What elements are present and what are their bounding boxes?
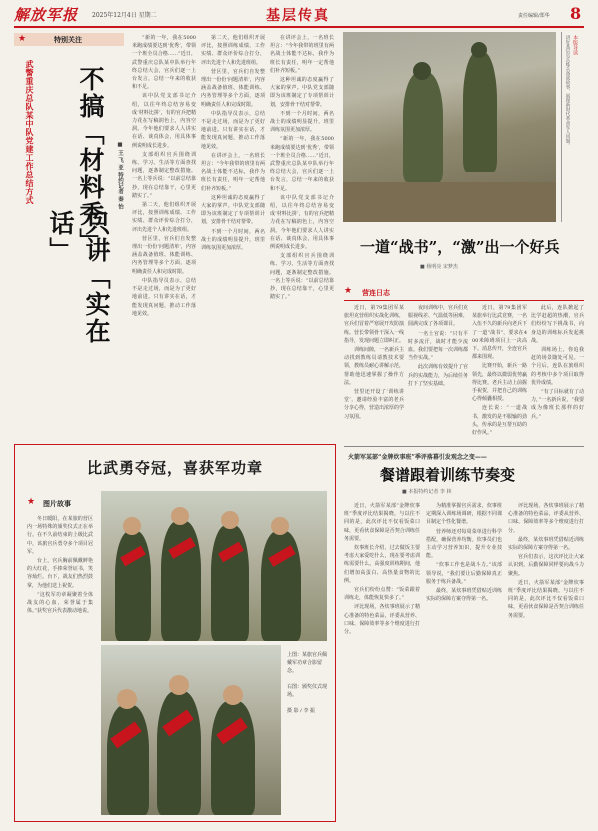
paragraph: 近日，第79集团军某旅举行比武竞赛，一名入伍不久的新兵向老兵下了一道“战书”，要求在400米障碍项目上一决高下。消息传开，全连官兵都来围观。: [472, 305, 527, 361]
paragraph: 评比现场，各炊事班展示了精心准备的特色菜品，评委从营养、口味、保障效率等多个维度进行打分。: [344, 604, 420, 636]
paragraph: 营区里，官兵们自发整理出一份份‘问题清单’，内容涵盖战备值班、体能训练、内务管理等多个方面，逐项明确责任人和完成时限。: [132, 235, 196, 275]
paragraph: 第二天，他们组织开展评比，按照训练成绩、工作实绩、群众评价综合打分，评出先进个人和先进班组。: [201, 35, 265, 66]
special-focus-column-1: [132, 34, 196, 416]
paragraph: 台上，官兵胸前佩戴鲜艳的大红花，手捧荣誉证书，笑容灿烂。台下，战友们热烈鼓掌，为他们送上祝贺。: [27, 558, 93, 589]
paragraph: “有了目标就有了动力，”一名新兵说，“我要成为像班长那样的好兵。”: [531, 389, 584, 420]
ceremony-column-2: [426, 502, 502, 822]
special-focus-headline: [38, 66, 111, 386]
banner-story-text: [27, 515, 93, 815]
paragraph: 冬日暖阳，在某旅的营区内一场特殊的颁奖仪式正在举行。在不久前结束的上级比武中，该旅官兵勇夺多个项目冠军。: [27, 516, 93, 555]
soldier-figure: [161, 521, 201, 641]
soldier-face: [117, 689, 137, 709]
paragraph: 该中队党支部书记介绍，以往年终总结容易变成‘材料比拼’，有的官兵把精力花在写稿润色上，内容空洞。今年他们要求人人讲实在话、谈真体会，用具体事例说明成长进步。: [270, 194, 334, 251]
paragraph: 训练场上，你追我赶的场景随处可见。一个月后，连队在旅组织的考核中多个项目取得优异成绩。: [531, 347, 584, 386]
paragraph: “新的一年，我在5000米跑成绩要达到‘优秀’，带领一个班全员合格……”近日，武警重庆总队某中队举行年终总结大会，官兵们逐一上台发言，总结一年来的收获和不足。: [270, 136, 334, 192]
paragraph: 炊事班长介绍，过去做饭主要考虑大家爱吃什么，现在要考虑训练需要什么。高强度训练期间，他们增加高蛋白、高热量食物的比例。: [344, 545, 420, 584]
paragraph: 近日，第79集团军某旅坦克营组织实战化训练，官兵们冒着严寒展开攻防演练。营长带领骨干深入一线指导，发现问题立即纠正。: [344, 305, 404, 344]
paragraph: 此次训练有效提升了官兵的实战能力，为后续任务打下了坚实基础。: [408, 364, 468, 387]
sidebar-rule: [561, 32, 562, 222]
soldier-face: [221, 511, 239, 529]
paragraph: 中队指导员表示，总结不是走过场，而是为了更好地前进。只有讲实在话，才能发现真问题，推动工作落地见效。: [201, 110, 265, 150]
paragraph: 一名士官说：“只有平时多流汗，战时才能少流血。我们要把每一次训练都当作实战。”: [408, 330, 468, 362]
paragraph: 最终，某炊事班凭借贴近训练实际的保障方案夺得第一名。: [426, 588, 502, 603]
paragraph: 支部组织官兵围绕训练、学习、生活等方面查找问题，逐条制定整改措施。一名上等兵说：“以前总结靠抄，现在总结靠干，心里更踏实了。”: [270, 253, 334, 301]
star-icon: ★: [18, 34, 27, 44]
award-photo-bottom: [101, 645, 281, 815]
paragraph: 营里还开设了‘训练讲堂’，邀请经验丰富的老兵分享心得，营造出浓厚的学习氛围。: [344, 389, 404, 420]
paragraph: 最终，某炊事班凭借贴近训练实际的保障方案夺得第一名。: [508, 536, 584, 552]
paragraph: 近日，火箭军某部“金牌炊事班”季度评比结果揭晓。与以往不同的是，此次评比不仅看饭菜口味，更看伙食保障是否契合训练任务需要。: [344, 503, 420, 542]
paragraph: 中队指导员表示，总结不是走过场，而是为了更好地前进。只有讲实在话，才能发现真问题，推动工作落地见效。: [132, 277, 196, 317]
paragraph: 为精准掌握官兵需求，炊事班定期深入训练场调研，根据不同课目制定个性化餐谱。: [426, 503, 502, 526]
paragraph: 营养师还对每周菜单进行科学搭配，确保营养均衡。炊事员们也主动学习营养知识，提升专业技能。: [426, 528, 502, 560]
top-photo: [343, 32, 556, 222]
soldier-face: [413, 62, 431, 80]
soldier-figure: [261, 531, 301, 641]
ceremony-headline: 餐谱跟着训练节奏变: [380, 466, 516, 484]
date-line: 2025年12月4日 星期二: [92, 12, 157, 19]
ceremony-top-rule: [344, 446, 584, 447]
paragraph: “新的一年，我在5000米跑成绩要达到‘优秀’，带领一个班全员合格……”近日，武警重庆总队某中队举行年终总结大会，官兵们逐一上台发言，总结一年来的收获和不足。: [132, 35, 196, 91]
paragraph: 支部组织官兵围绕训练、学习、生活等方面查找问题，逐条制定整改措施。一名上等兵说：“以前总结靠抄，现在总结靠干，心里更踏实了。”: [132, 151, 196, 199]
essay-column-1: [344, 304, 404, 440]
essay-headline: 一道“战书”，“激”出一个好兵: [360, 238, 560, 256]
essay-column-4: [531, 304, 584, 440]
paragraph: 在讲评会上，一名班长坦言：“今年我带的班里有两名战士体能不达标，我作为班长有责任，明年一定帮他们补齐短板。”: [270, 35, 334, 74]
paragraph: 在讲评会上，一名班长坦言：“今年我带的班里有两名战士体能不达标，我作为班长有责任，明年一定帮他们补齐短板。”: [201, 152, 265, 192]
sidebar-note-text: 讲好基层官兵练兵备战故事，展现新时代革命军人风貌。: [565, 35, 570, 148]
essay-column-3: [472, 304, 527, 440]
paragraph: 第二天，他们组织开展评比，按照训练成绩、工作实绩、群众评价综合打分，评出先进个人和先进班组。: [132, 202, 196, 233]
banner-headline: 比武勇夺冠，喜获军功章: [86, 459, 263, 477]
paragraph: 官兵们纷纷点赞：“饭菜跟着训练走，体能恢复快多了。”: [344, 587, 420, 602]
award-photo-top: [101, 491, 327, 641]
soldier-figure: [463, 52, 497, 172]
paragraph: 此后，连队掀起了比学赶超的热潮，官兵们纷纷写下挑战书，向身边的训练标兵发起挑战。: [531, 305, 584, 344]
essay-byline: ■ 杨明亮 宋梦杰: [420, 264, 458, 270]
camp-diary-tag: [344, 286, 406, 298]
camp-diary-label: 营连日志: [362, 288, 390, 297]
headline-part-b: 只讲「实在话」: [46, 210, 111, 345]
ceremony-column-1: [344, 502, 420, 822]
special-focus-label: 特别关注: [54, 35, 82, 44]
page-number: 8: [570, 4, 582, 23]
masthead-rule: [14, 26, 584, 28]
caption-right: 右图：颁奖仪式现场。: [287, 684, 328, 698]
photo-story-frame: [14, 444, 336, 822]
paragraph: 这种坦诚的态度赢得了大家的掌声。中队党支部随即为该班制定了专项帮训计划，安排骨干结对帮带。: [270, 77, 334, 108]
caption-top: 上图：某旅官兵佩戴军功章合影留念。: [287, 652, 328, 674]
banner-tag: [27, 497, 97, 509]
essay-column-2: [408, 304, 468, 440]
newspaper-logo: 解放军报: [14, 6, 79, 24]
editor-line: 责任编辑/郑华: [518, 13, 550, 19]
paragraph: 评比现场，各炊事班展示了精心准备的特色菜品，评委从营养、口味、保障效率等多个维度进行打分。: [508, 503, 584, 534]
paragraph: 不到一个月时间，两名战士的成绩明显提升，班里训练氛围更加浓厚。: [201, 228, 265, 252]
photographer-credit: 摄 影 / 李 振: [287, 708, 316, 714]
soldier-face: [123, 517, 141, 535]
paragraph: 该中队党支部书记介绍，以往年终总结容易变成‘材料比拼’，有的官兵把精力花在写稿润色上，内容空洞。今年他们要求人人讲实在话、谈真体会，用具体事例说明成长进步。: [132, 93, 196, 149]
photo-captions: [287, 651, 329, 715]
ceremony-byline: ■ 本报特约记者 李 林: [402, 489, 452, 495]
camp-diary-rule: [344, 300, 584, 301]
soldier-figure: [115, 531, 151, 641]
special-focus-byline: ■ 王 飞 亚 特约记者 秦 怡: [117, 142, 123, 209]
soldier-face: [271, 517, 289, 535]
paragraph: 官兵们表示，这次评比让大家认识到，后勤保障同样要向战斗力聚焦。: [508, 554, 584, 577]
paragraph: “炊事工作也是战斗力。”该部领导说，“我们要让后勤保障真正服务于练兵备战。”: [426, 562, 502, 585]
soldier-figure: [107, 705, 149, 815]
paragraph: 夜间训练中，官兵们克服视线差、气温低等困难，圆满完成了各项课目。: [408, 305, 468, 328]
soldier-face: [223, 685, 243, 705]
special-focus-column-2: [201, 34, 265, 416]
banner-tag-label: 图片故事: [43, 499, 71, 508]
paragraph: 不到一个月时间，两名战士的成绩明显提升，班里训练氛围更加浓厚。: [270, 110, 334, 134]
star-icon: ★: [27, 497, 36, 507]
soldier-face: [471, 42, 487, 58]
paragraph: 营区里，官兵们自发整理出一份份‘问题清单’，内容涵盖战备值班、体能训练、内务管理等多个方面，逐项明确责任人和完成时限。: [201, 68, 265, 108]
star-icon: ★: [344, 286, 353, 296]
section-title: 基层传真: [266, 8, 330, 24]
ceremony-kicker: 火箭军某部“金牌炊事班”季评落幕引发观念之变——: [348, 454, 487, 461]
soldier-figure: [211, 701, 255, 815]
soldier-figure: [211, 525, 249, 641]
paragraph: 近日，火箭军某部“金牌炊事班”季度评比结果揭晓。与以往不同的是，此次评比不仅看饭菜口味，更看伙食保障是否契合训练任务需要。: [508, 579, 584, 619]
special-focus-tag: [14, 33, 124, 46]
paragraph: 这种坦诚的态度赢得了大家的掌声。中队党支部随即为该班制定了专项帮训计划，安排骨干结对帮带。: [201, 194, 265, 226]
paragraph: “这枚军功章凝聚着全体战友的心血，荣誉属于集体。”获奖官兵代表激动地说。: [27, 591, 93, 615]
soldier-face: [169, 675, 189, 695]
special-focus-column-3: [270, 34, 334, 416]
headline-part-a: 不搞「材料秀」: [76, 66, 105, 255]
special-focus-subtitle: 武警重庆总队某中队党建工作总结方式: [25, 60, 35, 205]
ground-dust: [343, 182, 556, 222]
paragraph: 比赛开始，新兵一路领先，最终以微弱优势赢得比赛。老兵主动上前握手祝贺，并把自己的训练心得倾囊相授。: [472, 363, 527, 403]
ceremony-column-3: [508, 502, 584, 822]
soldier-face: [171, 507, 189, 525]
soldier-figure: [403, 72, 443, 182]
paragraph: 训练间隙，一名新兵主动找到教练员请教技术要领，教练员耐心讲解示范，帮助他迅速掌握了操作方法。: [344, 347, 404, 386]
soldier-figure: [157, 691, 201, 815]
sidebar-note-label: 本版导读: [572, 35, 578, 55]
paragraph: 连长说：“一道战书，激发的是不服输的劲头，传承的是互帮互助的好作风。”: [472, 405, 527, 437]
